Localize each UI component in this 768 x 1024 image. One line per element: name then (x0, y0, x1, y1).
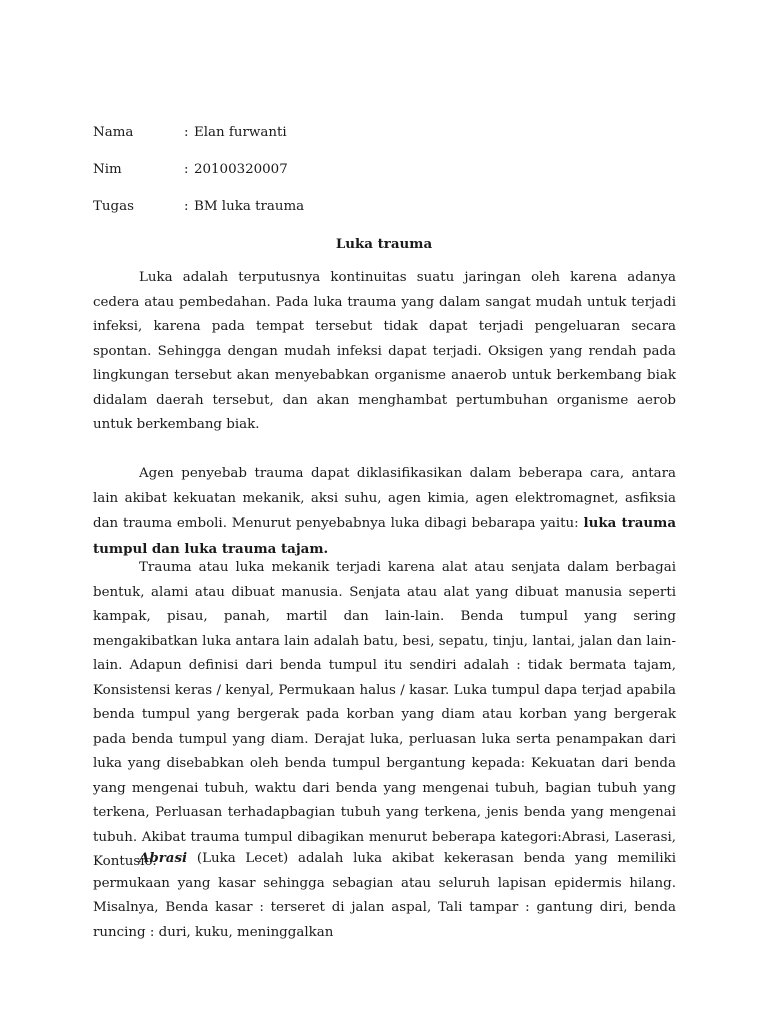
nama-row (93, 126, 693, 144)
paragraph-4-term: Abrasi (139, 850, 188, 866)
tugas-colon: : (184, 199, 189, 214)
nim-row (93, 163, 693, 181)
paragraph-2 (93, 462, 676, 562)
paragraph-3 (93, 556, 676, 875)
paragraph-4-text: (Luka Lecet) adalah luka akibat kekerasan benda yang memiliki permukaan yang kasar sehingga sebagian atau seluruh lapisan epidermis hilang. Misalnya, Benda kasar : terseret di jalan aspal, Tali tampar : gantung diri, benda runcing : duri, kuku, meninggalkan (93, 851, 676, 940)
tugas-label: Tugas (93, 199, 134, 214)
nama-value: Elan furwanti (194, 125, 287, 140)
paragraph-1-text: Luka adalah terputusnya kontinuitas suatu jaringan oleh karena adanya cedera atau pembedahan. Pada luka trauma yang dalam sangat mudah untuk terjadi infeksi, karena pada tempat tersebut tidak dapat terjadi pengeluaran secara spontan. Sehingga dengan mudah infeksi dapat terjadi. Oksigen yang rendah pada lingkungan tersebut akan menyebabkan organisme anaerob untuk berkembang biak didalam daerah tersebut, dan akan menghambat pertumbuhan organisme aerob untuk berkembang biak. (93, 270, 676, 432)
tugas-row (93, 200, 693, 218)
paragraph-2-emphasis: luka trauma tumpul dan luka trauma tajam. (93, 515, 676, 557)
nama-label: Nama (93, 125, 134, 140)
nim-value: 20100320007 (194, 162, 288, 177)
nama-colon: : (184, 125, 189, 140)
document-title: Luka trauma (335, 236, 433, 252)
nim-colon: : (184, 162, 189, 177)
paragraph-3-text: Trauma atau luka mekanik terjadi karena alat atau senjata dalam berbagai bentuk, alami atau dibuat manusia. Senjata atau alat yang dibuat manusia seperti kampak, pisau, panah, martil dan lain-lain. Benda tumpul yang sering mengakibatkan luka antara lain adalah batu, besi, sepatu, tinju, lantai, jalan dan lain-lain. Adapun definisi dari benda tumpul itu sendiri adalah : tidak bermata tajam, Konsistensi keras / kenyal, Permukaan halus / kasar. Luka tumpul dapa terjad apabila benda tumpul yang bergerak pada korban yang diam atau korban yang bergerak pada benda tumpul yang diam. Derajat luka, perluasan luka serta penampakan dari luka yang disebabkan oleh benda tumpul bergantung kepada: Kekuatan dari benda yang mengenai tubuh, waktu dari benda yang mengenai tubuh, bagian tubuh yang terkena, Perluasan terhadapbagian tubuh yang terkena, jenis benda yang mengenai tubuh. Akibat trauma tumpul dibagikan menurut beberapa kategori:Abrasi, Laserasi, Kontusio. (93, 560, 676, 869)
nim-label: Nim (93, 162, 122, 177)
tugas-value: BM luka trauma (194, 199, 305, 214)
paragraph-4 (93, 846, 676, 945)
paragraph-1 (93, 266, 676, 438)
paragraph-2-text: Agen penyebab trauma dapat diklasifikasikan dalam beberapa cara, antara lain akibat kekuatan mekanik, aksi suhu, agen kimia, agen elektromagnet, asfiksia dan trauma emboli. Menurut penyebabnya luka dibagi bebarapa yaitu: (93, 466, 676, 531)
